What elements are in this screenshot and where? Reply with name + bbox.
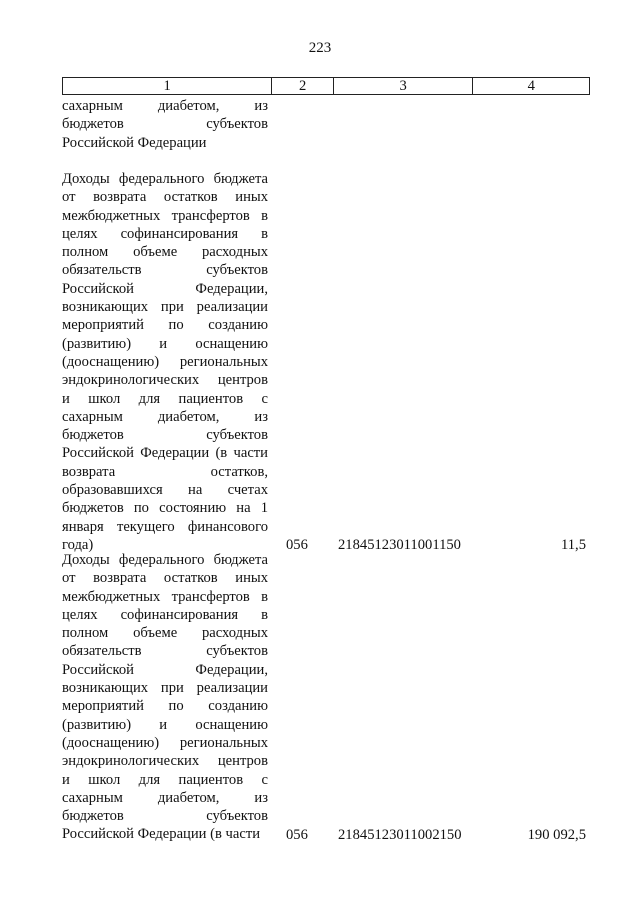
description-line: (развитию) и оснащению: [62, 335, 268, 352]
description-line: мероприятий по созданию: [62, 317, 268, 334]
description-line: сахарным диабетом, из: [62, 98, 268, 114]
kbk-code-cell: 21845123011002150: [338, 826, 462, 843]
description-line: Российской Федерации,: [62, 661, 268, 678]
header-col-3: 3: [334, 78, 473, 94]
description-line: бюджетов субъектов: [62, 427, 268, 444]
description-line: Российской Федерации,: [62, 280, 268, 297]
description-line: эндокринологических центров: [62, 372, 268, 389]
description-line: бюджетов субъектов: [62, 116, 268, 133]
description-line: бюджетов по состоянию на 1: [62, 500, 268, 517]
header-col-2: 2: [272, 78, 334, 94]
description-line: возникающих при реализации: [62, 299, 268, 316]
description-line: эндокринологических центров: [62, 753, 268, 770]
description-line: Российской Федерации (в части: [62, 445, 268, 462]
description-line: целях софинансирования в: [62, 606, 268, 623]
description-line: от возврата остатков иных: [62, 570, 268, 587]
description-line: полном объеме расходных: [62, 625, 268, 642]
description-line: образовавшихся на счетах: [62, 482, 268, 499]
description-line: возврата остатков,: [62, 463, 268, 480]
admin-code-cell: 056: [286, 537, 308, 553]
description-line: целях софинансирования в: [62, 225, 268, 242]
amount-cell: 190 092,5: [527, 826, 586, 843]
admin-code-cell: 056: [286, 826, 308, 843]
description-line: сахарным диабетом, из: [62, 408, 268, 425]
description-line: сахарным диабетом, из: [62, 789, 268, 806]
description-line: межбюджетных трансфертов в: [62, 588, 268, 605]
description-line: бюджетов субъектов: [62, 808, 268, 825]
kbk-code-cell: 21845123011001150: [338, 537, 461, 553]
description-line: (дооснащению) региональных: [62, 353, 268, 370]
description-line: от возврата остатков иных: [62, 189, 268, 206]
description-line: и школ для пациентов с: [62, 390, 268, 407]
description-line: межбюджетных трансфертов в: [62, 207, 268, 224]
header-col-1: 1: [63, 78, 272, 94]
row-description: [62, 551, 268, 844]
description-line: Российской Федерации: [62, 134, 207, 151]
table-header-row: [62, 77, 590, 95]
description-line: полном объеме расходных: [62, 244, 268, 261]
description-line: (развитию) и оснащению: [62, 716, 268, 733]
description-line: января текущего финансового: [62, 518, 268, 535]
description-line: обязательств субъектов: [62, 643, 268, 660]
header-col-4: 4: [527, 78, 535, 94]
description-line: и школ для пациентов с: [62, 771, 268, 788]
row-description: [62, 97, 268, 152]
description-line: Российской Федерации (в части: [62, 826, 261, 843]
description-line: года): [62, 536, 94, 553]
description-line: мероприятий по созданию: [62, 698, 268, 715]
description-line: обязательств субъектов: [62, 262, 268, 279]
amount-cell: 11,5: [561, 537, 586, 553]
description-line: Доходы федерального бюджета: [62, 171, 268, 187]
description-line: (дооснащению) региональных: [62, 734, 268, 751]
description-line: Доходы федерального бюджета: [62, 552, 268, 568]
description-line: возникающих при реализации: [62, 680, 268, 697]
row-description: [62, 170, 268, 554]
page-number: 223: [308, 40, 332, 56]
